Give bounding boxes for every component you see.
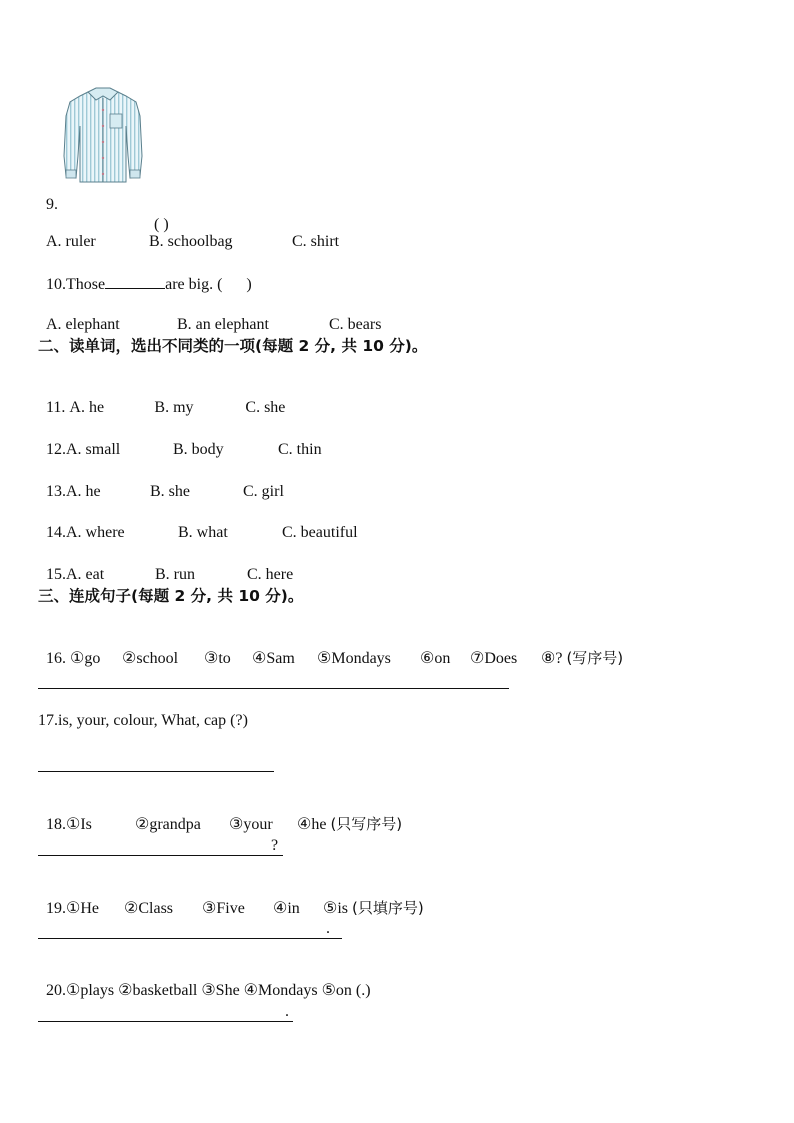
q20-number: 20. xyxy=(46,982,66,999)
q11-option-c: C. she xyxy=(245,399,286,416)
q15-option-a: A. eat xyxy=(66,566,105,583)
q10-blank[interactable] xyxy=(105,274,165,289)
q19-answer-line[interactable] xyxy=(38,938,342,939)
q18-word-2: ②grandpa xyxy=(135,816,201,833)
q10-prefix: 10.Those xyxy=(46,276,106,293)
question-14 xyxy=(38,503,358,543)
q10-option-a: A. elephant xyxy=(46,316,120,333)
question-17: 17.is, your, colour, What, cap (?) xyxy=(38,712,248,729)
q10-option-b: B. an elephant xyxy=(177,316,269,333)
q18-number: 18. xyxy=(46,816,66,833)
q18-word-4: ④he xyxy=(297,816,327,833)
q10-option-c: C. bears xyxy=(329,316,382,333)
q16-answer-line[interactable] xyxy=(38,688,509,689)
question-12 xyxy=(38,420,322,460)
q11-number: 11. xyxy=(46,399,70,416)
q9-option-a: A. ruler xyxy=(46,233,96,250)
q10-options xyxy=(38,295,381,335)
question-13 xyxy=(38,462,284,502)
q15-option-b: B. run xyxy=(155,566,195,583)
q14-option-b: B. what xyxy=(178,524,228,541)
q20-answer-line[interactable] xyxy=(38,1021,293,1022)
q14-option-c: C. beautiful xyxy=(282,524,358,541)
q17-answer-line[interactable] xyxy=(38,771,274,772)
q16-word-7: ⑦Does xyxy=(470,650,518,667)
question-11 xyxy=(38,378,285,418)
q16-word-1: ①go xyxy=(70,650,101,667)
q16-number: 16. xyxy=(46,650,70,667)
q16-word-2: ②school xyxy=(122,650,179,667)
question-15 xyxy=(38,545,293,585)
shirt-illustration xyxy=(62,86,144,186)
q15-option-c: C. here xyxy=(247,566,294,583)
q12-option-c: C. thin xyxy=(278,441,322,458)
q10-suffix: are big. ( ) xyxy=(165,276,252,293)
q18-end-mark: ? xyxy=(271,837,279,854)
q19-word-4: ④in xyxy=(273,900,300,917)
q14-number: 14. xyxy=(46,524,66,541)
q9-option-b: B. schoolbag xyxy=(149,233,233,250)
q16-word-6: ⑥on xyxy=(420,650,451,667)
q18-word-1: ①Is xyxy=(66,816,92,833)
q16-word-3: ③to xyxy=(204,650,231,667)
q20-end-mark: . xyxy=(285,1003,289,1020)
section-3-heading: 三、连成句子(每题 2 分, 共 10 分)。 xyxy=(38,587,304,605)
q19-word-3: ③Five xyxy=(202,900,245,917)
question-18 xyxy=(38,794,402,835)
q9-answer-paren: ( ) xyxy=(154,216,169,233)
q9-option-c: C. shirt xyxy=(292,233,340,250)
q12-option-b: B. body xyxy=(173,441,224,458)
q11-option-b: B. my xyxy=(154,399,194,416)
q13-number: 13. xyxy=(46,483,66,500)
q18-word-3: ③your xyxy=(229,816,273,833)
q11-option-a: A. he xyxy=(69,399,105,416)
q9-number: 9. xyxy=(46,196,58,213)
question-19 xyxy=(38,878,424,919)
q16-word-4: ④Sam xyxy=(252,650,295,667)
q16-word-8: ⑧? xyxy=(541,650,563,667)
q19-instruction: (只填序号) xyxy=(352,899,424,917)
q19-number: 19. xyxy=(46,900,66,917)
question-20 xyxy=(38,961,371,1001)
q12-number: 12. xyxy=(46,441,66,458)
q20-words: ①plays ②basketball ③She ④Mondays ⑤on (.) xyxy=(66,982,371,999)
q9-options xyxy=(38,212,339,252)
q13-option-a: A. he xyxy=(66,483,101,500)
q13-option-b: B. she xyxy=(150,483,190,500)
question-16 xyxy=(38,628,623,669)
q18-answer-line[interactable] xyxy=(38,855,283,856)
q19-word-2: ②Class xyxy=(124,900,174,917)
q19-word-5: ⑤is xyxy=(323,900,349,917)
q16-instruction: (写序号) xyxy=(566,649,624,667)
q18-instruction: (只写序号) xyxy=(330,815,403,833)
q16-word-5: ⑤Mondays xyxy=(317,650,391,667)
q13-option-c: C. girl xyxy=(243,483,284,500)
q19-end-mark: . xyxy=(326,920,330,937)
question-10 xyxy=(38,254,252,295)
section-2-heading: 二、读单词，选出不同类的一项(每题 2 分, 共 10 分)。 xyxy=(38,337,428,355)
q12-option-a: A. small xyxy=(66,441,121,458)
q15-number: 15. xyxy=(46,566,66,583)
q19-word-1: ①He xyxy=(66,900,99,917)
q14-option-a: A. where xyxy=(66,524,125,541)
